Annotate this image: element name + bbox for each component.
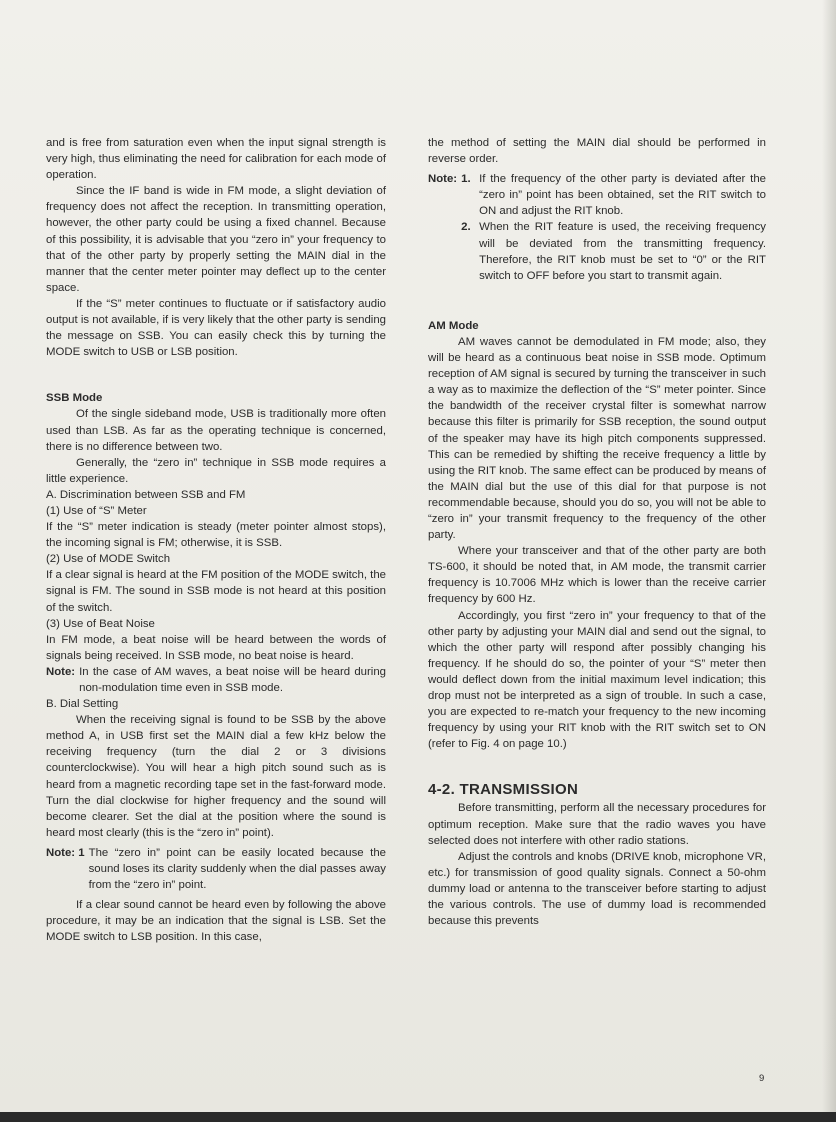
- left-column: [46, 135, 386, 946]
- section-heading-transmission: 4-2. TRANSMISSION: [428, 781, 579, 799]
- paragraph: In FM mode, a beat noise will be heard between the words of signals being received. In SSB mode, no beat noise is heard.: [46, 633, 386, 662]
- subheading: B. Dial Setting: [46, 698, 119, 711]
- paragraph: Before transmitting, perform all the necessary procedures for optimum reception. Make sure that the radio waves you have selected does not interfere with other radio stations.: [428, 802, 766, 847]
- page-number: 9: [759, 1073, 765, 1084]
- paragraph: Where your transceiver and that of the other party are both TS-600, it should be noted that, in AM mode, the transmit carrier frequency is 10.7006 MHz which is lower than the receive carrier frequency by 600 Hz.: [428, 545, 766, 606]
- paragraph: and is free from saturation even when the input signal strength is very high, thus eliminating the need for calibration for each mode of operation.: [46, 137, 386, 182]
- note: [46, 664, 386, 696]
- paragraph: Generally, the “zero in” technique in SSB mode requires a little experience.: [46, 456, 386, 485]
- note-body: In the case of AM waves, a beat noise will be heard during non-modulation time even in SSB mode.: [79, 665, 386, 694]
- paragraph: If the “S” meter continues to fluctuate or if satisfactory audio output is not available, if is very likely that the other party is sending the message on SSB. You can easily check this by turning the MODE switch to USB or LSB position.: [46, 297, 387, 359]
- paragraph: If a clear sound cannot be heard even by following the above procedure, it may be an indication that the signal is LSB. Set the MODE switch to LSB position. In this case,: [46, 899, 386, 944]
- note: [428, 171, 766, 284]
- paragraph: Accordingly, you first “zero in” your frequency to that of the other party by adjusting your MAIN dial and send out the signal, to which the other party will respond after possibly changing his frequency. If he should do so, the pointer of your “S” meter then would deflect down from the initial maximum level indication; this drop must not be interpreted as a sign of trouble. In such a case, you are expected to re-match your frequency to the new incoming frequency by using your RIT knob with the RIT switch set to ON (refer to Fig. 4 on page 10.): [428, 609, 766, 751]
- note-label: Note:: [46, 665, 76, 678]
- paragraph: If a clear signal is heard at the FM position of the MODE switch, the signal is FM. The sound in SSB mode is not heard at this position of the switch.: [46, 569, 386, 614]
- note-number: 1.: [461, 173, 471, 186]
- scan-edge-shadow: [822, 0, 836, 1122]
- section-heading-am: AM Mode: [428, 319, 479, 332]
- note-number: 2.: [461, 221, 471, 234]
- paragraph: the method of setting the MAIN dial should be performed in reverse order.: [428, 137, 766, 166]
- paragraph: When the receiving signal is found to be SSB by the above method A, in USB first set the MAIN dial a few kHz below the receiving frequency (turn the dial 2 or 3 divisions counterclockwise). You will hear a high pitch sound such as is heard from a magnetic recording tape set in the fast-forward mode. Turn the dial clockwise for higher frequency and the sound will become clearer. Set the dial at the position where the sound is heard most clearly (this is the “zero in” point).: [46, 714, 386, 839]
- paragraph: AM waves cannot be demodulated in FM mode; also, they will be heard as a continuous beat noise in SSB mode. Optimum reception of AM signal is secured by turning the transceiver in such a way as to maximize the deflection of the “S” meter pointer. Since the bandwidth of the receiver crystal filter is somewhat narrow because this filter is primarily for SSB reception, the sound output of the speaker may have its high pitch components suppressed. This can be remedied by shifting the receive frequency a little by using the RIT knob. The same effect can be produced by means of the MAIN dial but the use of this dial for that purpose is not recommendable because, should you do so, you will not be able to “zero in” your transmit frequency to the frequency of the other party.: [428, 335, 766, 542]
- paragraph: Of the single sideband mode, USB is traditionally more often used than LSB. As far as the operating technique is concerned, there is no difference between two.: [46, 408, 386, 453]
- note-body: When the RIT feature is used, the receiving frequency will be deviated from the transmitting frequency. Therefore, the RIT knob must be set to “0” or the RIT switch to OFF before you start to transmit again.: [479, 221, 766, 282]
- note-body: If the frequency of the other party is deviated after the “zero in” point has been obtained, set the RIT switch to ON and adjust the RIT knob.: [479, 173, 766, 218]
- subheading: (3) Use of Beat Noise: [46, 617, 155, 630]
- subheading: (2) Use of MODE Switch: [46, 553, 171, 566]
- right-column: [428, 135, 766, 929]
- note-item: [461, 219, 766, 283]
- note-item: [461, 171, 766, 219]
- bottom-edge: [0, 1112, 836, 1122]
- note: [46, 845, 386, 893]
- paragraph: Since the IF band is wide in FM mode, a slight deviation of frequency does not affect the reception. In transmitting operation, however, the other party could be using a fixed channel. Because of this possibility, it is advisable that you “zero in” your frequency to that of the other party by properly setting the MAIN dial in the manner that the center meter pointer may deflect up to the center space.: [46, 185, 386, 294]
- subheading: (1) Use of “S” Meter: [46, 504, 147, 517]
- note-body: The “zero in” point can be easily located because the sound loses its clarity suddenly when the dial passes away from the “zero in” point.: [88, 846, 386, 892]
- subheading: A. Discrimination between SSB and FM: [46, 488, 246, 501]
- paragraph: If the “S” meter indication is steady (meter pointer almost stops), the incoming signal is FM; otherwise, it is SSB.: [46, 521, 386, 550]
- note-label: Note:: [428, 173, 458, 186]
- paragraph: Adjust the controls and knobs (DRIVE knob, microphone VR, etc.) for transmission of good quality signals. Connect a 50-ohm dummy load or antenna to the transceiver before starting to adjust the various controls. The use of dummy load is recommended because this prevents: [428, 850, 766, 928]
- section-heading-ssb: SSB Mode: [46, 392, 103, 405]
- note-label: Note: 1: [46, 846, 85, 859]
